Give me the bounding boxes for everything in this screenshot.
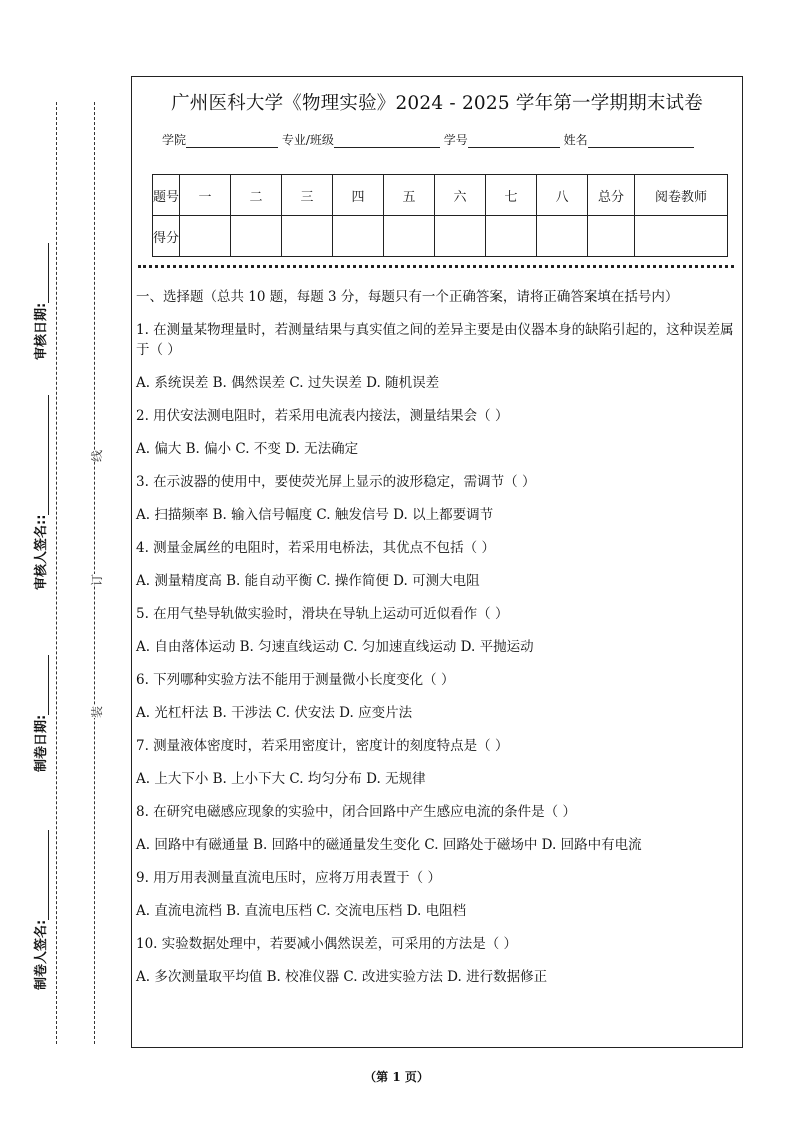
table-cell: 阅卷教师 bbox=[635, 175, 728, 216]
table-cell: 得分 bbox=[153, 216, 180, 257]
score-input-cell[interactable] bbox=[333, 216, 384, 257]
name-label: 姓名 bbox=[563, 133, 588, 147]
question-5: 5. 在用气垫导轨做实验时，滑块在导轨上运动可近似看作（ ） bbox=[136, 606, 509, 622]
options-2: A. 偏大 B. 偏小 C. 不变 D. 无法确定 bbox=[136, 441, 359, 457]
question-9: 9. 用万用表测量直流电压时，应将万用表置于（ ） bbox=[136, 870, 441, 886]
question-1: 1. 在测量某物理量时，若测量结果与真实值之间的差异主要是由仪器本身的缺陷引起的，这种误差属于（ ） bbox=[136, 322, 734, 358]
score-input-cell[interactable] bbox=[435, 216, 486, 257]
question-8: 8. 在研究电磁感应现象的实验中，闭合回路中产生感应电流的条件是（ ） bbox=[136, 804, 576, 820]
student-id-label: 学号 bbox=[443, 133, 468, 147]
score-input-cell[interactable] bbox=[635, 216, 728, 257]
score-input-cell[interactable] bbox=[537, 216, 588, 257]
score-table-header-row bbox=[153, 175, 728, 216]
score-table bbox=[152, 174, 728, 257]
options-4: A. 测量精度高 B. 能自动平衡 C. 操作简便 D. 可测大电阻 bbox=[136, 573, 480, 589]
options-10: A. 多次测量取平均值 B. 校准仪器 C. 改进实验方法 D. 进行数据修正 bbox=[136, 969, 548, 985]
exam-title: 广州医科大学《物理实验》2024 - 2025 学年第一学期期末试卷 bbox=[171, 93, 703, 114]
question-4: 4. 测量金属丝的电阻时，若采用电桥法，其优点不包括（ ） bbox=[136, 540, 495, 556]
score-input-cell[interactable] bbox=[486, 216, 537, 257]
table-cell: 六 bbox=[435, 175, 486, 216]
major-label: 专业/班级 bbox=[281, 133, 334, 147]
score-table-score-row bbox=[153, 216, 728, 257]
college-field[interactable] bbox=[186, 134, 278, 148]
college-label: 学院 bbox=[162, 133, 187, 147]
major-field[interactable] bbox=[334, 134, 440, 148]
table-cell: 五 bbox=[384, 175, 435, 216]
reviewer-sign-label: 审核人签名:: bbox=[30, 395, 49, 590]
options-7: A. 上大下小 B. 上小下大 C. 均匀分布 D. 无规律 bbox=[136, 771, 426, 787]
question-10: 10. 实验数据处理中，若要减小偶然误差，可采用的方法是（ ） bbox=[136, 936, 518, 952]
table-cell: 四 bbox=[333, 175, 384, 216]
question-6: 6. 下列哪种实验方法不能用于测量微小长度变化（ ） bbox=[136, 672, 455, 688]
review-date-label: 审核日期: bbox=[30, 243, 49, 360]
make-date-label: 制卷日期: bbox=[30, 655, 49, 772]
seal-line-char: 线 bbox=[86, 450, 107, 462]
table-cell: 二 bbox=[231, 175, 282, 216]
table-cell: 题号 bbox=[153, 175, 180, 216]
score-input-cell[interactable] bbox=[588, 216, 635, 257]
options-3: A. 扫描频率 B. 输入信号幅度 C. 触发信号 D. 以上都要调节 bbox=[136, 507, 494, 523]
table-cell: 总分 bbox=[588, 175, 635, 216]
student-id-field[interactable] bbox=[468, 134, 560, 148]
score-input-cell[interactable] bbox=[180, 216, 231, 257]
name-field[interactable] bbox=[588, 134, 694, 148]
page-number: （第 1 页） bbox=[364, 1070, 429, 1084]
table-cell: 八 bbox=[537, 175, 588, 216]
seal-pack-char: 装 bbox=[86, 706, 107, 718]
dotted-separator bbox=[138, 265, 734, 268]
questions-section bbox=[136, 287, 738, 987]
question-7: 7. 测量液体密度时，若采用密度计，密度计的刻度特点是（ ） bbox=[136, 738, 509, 754]
maker-sign-label: 制卷人签名: bbox=[30, 830, 49, 990]
options-5: A. 自由落体运动 B. 匀速直线运动 C. 匀加速直线运动 D. 平抛运动 bbox=[136, 639, 534, 655]
side-dashed-line-outer bbox=[56, 102, 57, 1044]
seal-bind-char: 订 bbox=[86, 574, 107, 586]
options-1: A. 系统误差 B. 偶然误差 C. 过失误差 D. 随机误差 bbox=[136, 375, 440, 391]
question-2: 2. 用伏安法测电阻时，若采用电流表内接法，测量结果会（ ） bbox=[136, 408, 509, 424]
table-cell: 七 bbox=[486, 175, 537, 216]
student-info-row bbox=[162, 131, 694, 148]
question-3: 3. 在示波器的使用中，要使荧光屏上显示的波形稳定，需调节（ ） bbox=[136, 474, 536, 490]
score-input-cell[interactable] bbox=[282, 216, 333, 257]
options-8: A. 回路中有磁通量 B. 回路中的磁通量发生变化 C. 回路处于磁场中 D. 回路中有电流 bbox=[136, 837, 642, 853]
table-cell: 一 bbox=[180, 175, 231, 216]
score-input-cell[interactable] bbox=[384, 216, 435, 257]
score-input-cell[interactable] bbox=[231, 216, 282, 257]
exam-frame bbox=[131, 76, 743, 1048]
section-heading: 一、选择题（总共 10 题，每题 3 分，每题只有一个正确答案，请将正确答案填在括号内） bbox=[136, 289, 679, 305]
options-9: A. 直流电流档 B. 直流电压档 C. 交流电压档 D. 电阻档 bbox=[136, 903, 467, 919]
table-cell: 三 bbox=[282, 175, 333, 216]
options-6: A. 光杠杆法 B. 干涉法 C. 伏安法 D. 应变片法 bbox=[136, 705, 413, 721]
